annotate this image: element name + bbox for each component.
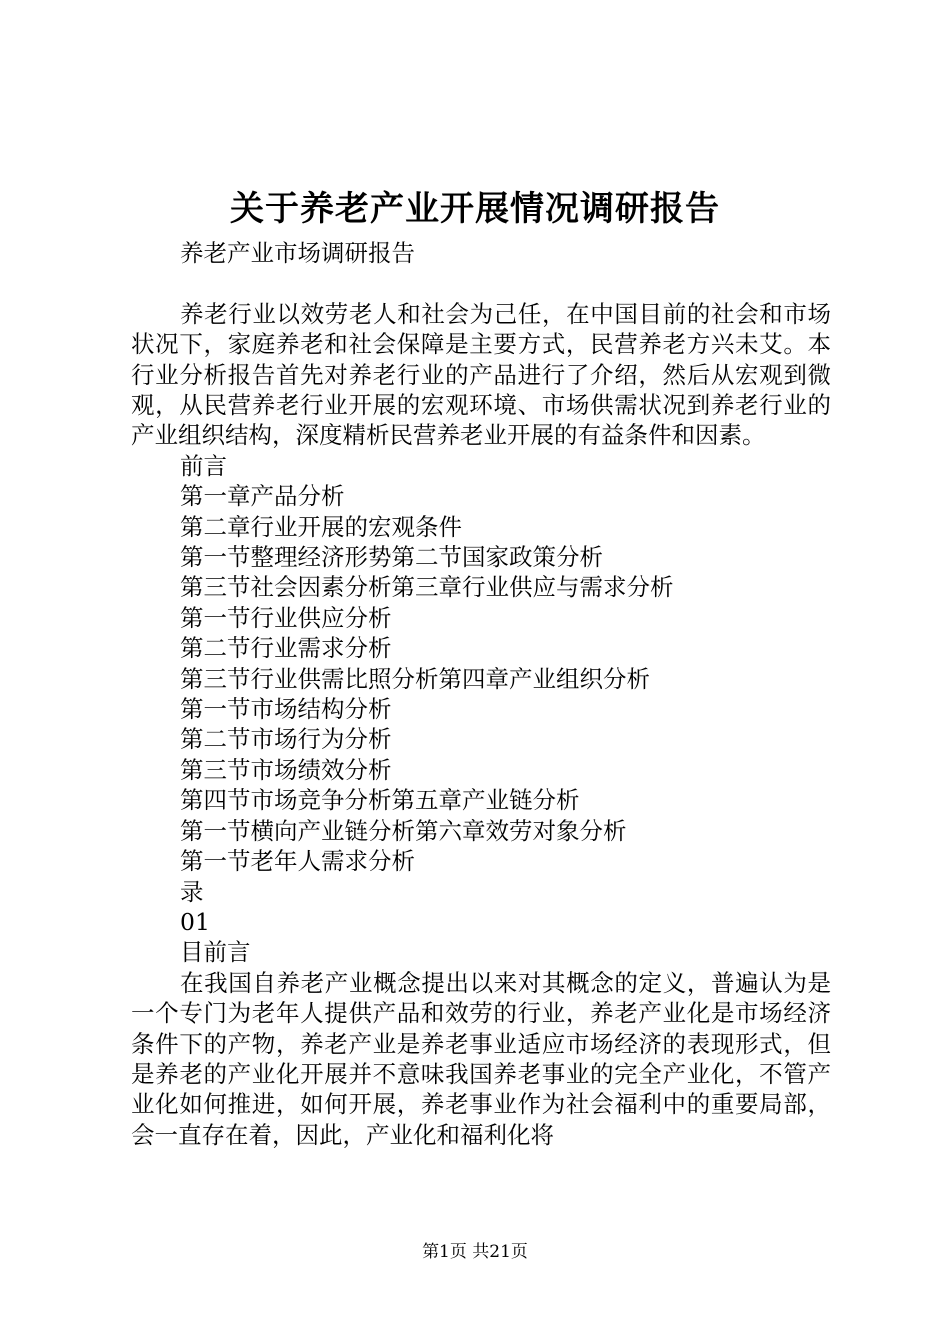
toc-item: 第一章产品分析 — [180, 482, 345, 511]
toc-item: 第二节市场行为分析 — [180, 725, 392, 754]
blank-line — [131, 268, 831, 298]
toc-item: 第一节整理经济形势第二节国家政策分析 — [180, 543, 603, 572]
document-content — [131, 238, 831, 1150]
document-subtitle: 养老产业市场调研报告 — [180, 239, 415, 267]
toc-item: 第一节横向产业链分析第六章效劳对象分析 — [180, 816, 627, 845]
toc-item: 第三节行业供需比照分析第四章产业组织分析 — [180, 664, 650, 693]
toc-item: 录 — [180, 877, 204, 906]
toc-item: 目前言 — [180, 938, 251, 967]
document-title: 关于养老产业开展情况调研报告 — [230, 189, 720, 229]
toc-item: 01 — [180, 907, 210, 936]
intro-paragraph: 养老行业以效劳老人和社会为己任，在中国目前的社会和市场状况下，家庭养老和社会保障是主要方式，民营养老方兴未艾。本行业分析报告首先对养老行业的产品进行了介绍，然后从宏观到微观，从民营养老行业开展的宏观环境、市场供需状况到养老行业的产业组织结构，深度精析民营养老业开展的有益条件和因素。 — [131, 299, 831, 450]
table-of-contents — [131, 451, 831, 968]
toc-item: 前言 — [180, 451, 227, 480]
toc-item: 第二章行业开展的宏观条件 — [180, 512, 462, 541]
toc-item: 第二节行业需求分析 — [180, 634, 392, 663]
toc-item: 第三节社会因素分析第三章行业供应与需求分析 — [180, 573, 674, 602]
toc-item: 第一节市场结构分析 — [180, 695, 392, 724]
toc-item: 第四节市场竞争分析第五章产业链分析 — [180, 786, 580, 815]
toc-item: 第一节行业供应分析 — [180, 603, 392, 632]
body-paragraph: 在我国自养老产业概念提出以来对其概念的定义，普遍认为是一个专门为老年人提供产品和效劳的行业，养老产业化是市场经济条件下的产物，养老产业是养老事业适应市场经济的表现形式，但是养老的产业化开展并不意味我国养老事业的完全产业化，不管产业化如何推进，如何开展，养老事业作为社会福利中的重要局部，会一直存在着，因此，产业化和福利化将 — [131, 968, 831, 1149]
page-footer: 第1页 共21页 — [422, 1242, 528, 1262]
toc-item: 第一节老年人需求分析 — [180, 847, 415, 876]
toc-item: 第三节市场绩效分析 — [180, 755, 392, 784]
